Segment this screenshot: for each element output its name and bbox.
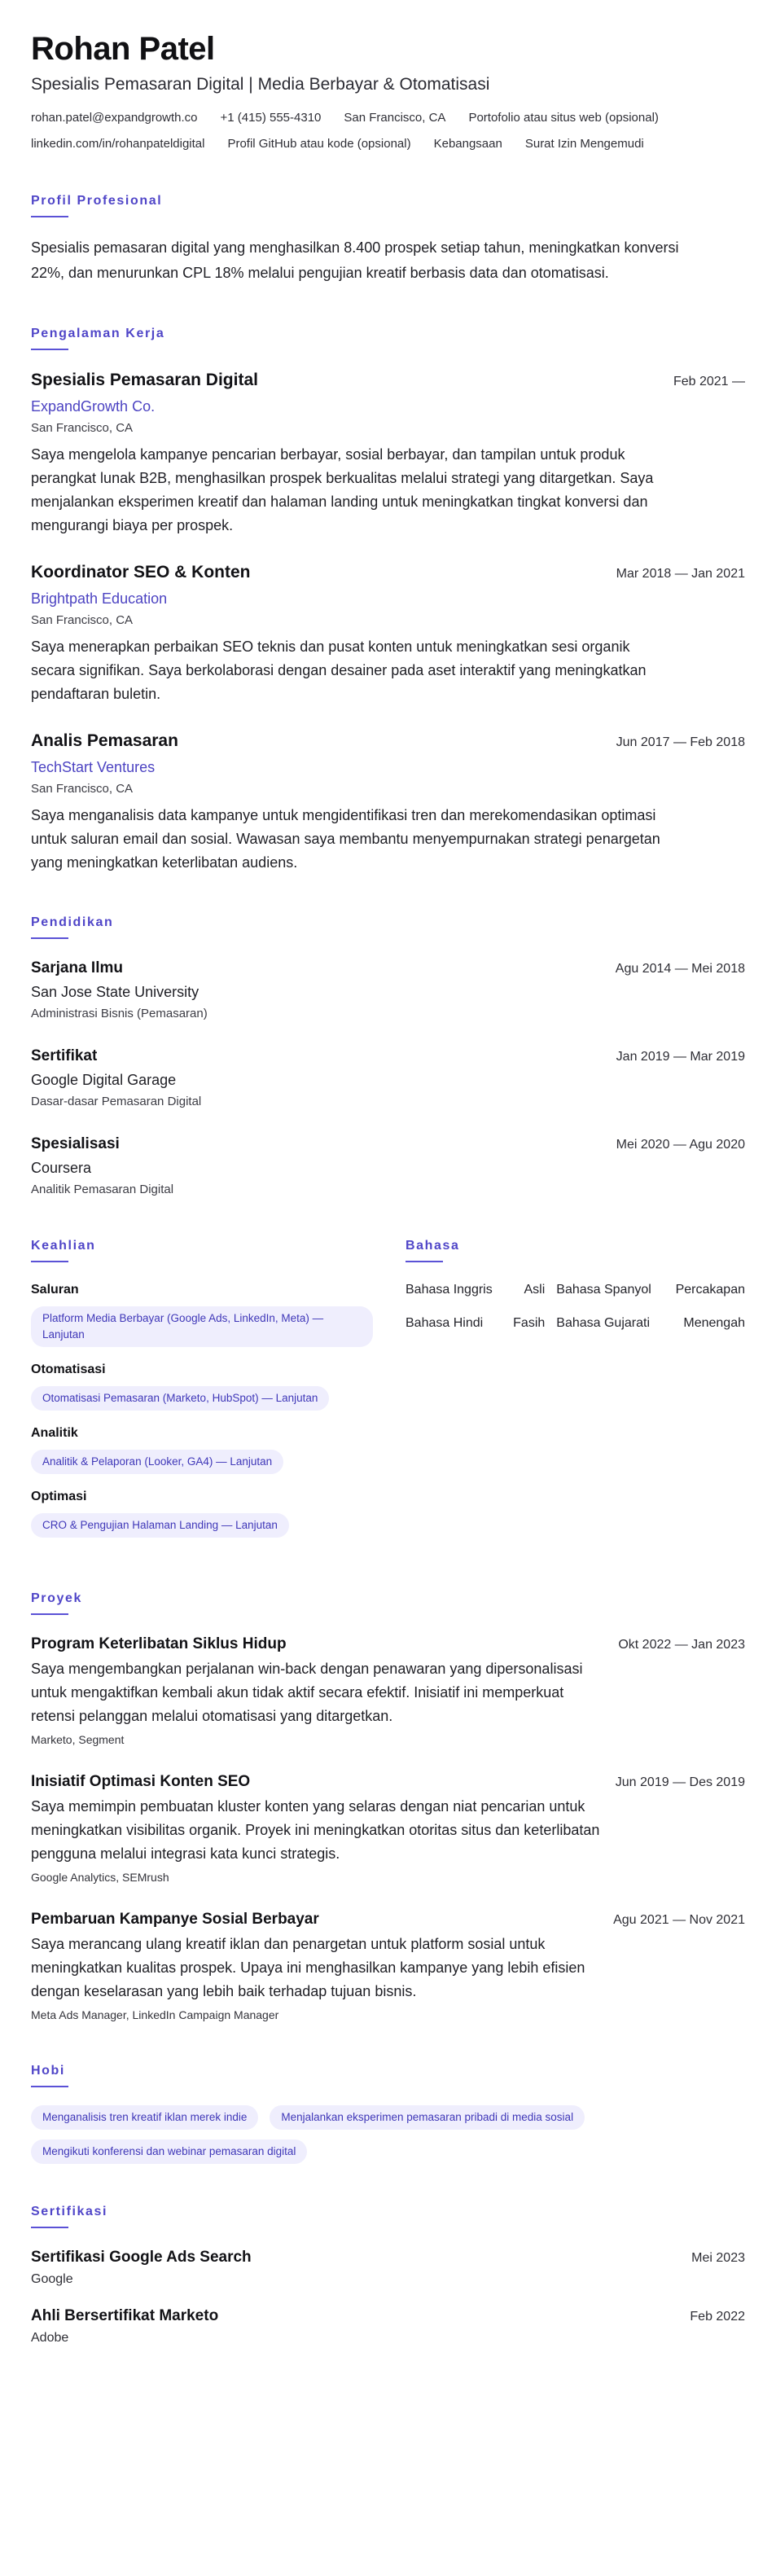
- hobbies-section: [31, 2062, 745, 2164]
- project-description: Saya memimpin pembuatan kluster konten yang selaras dengan niat pencarian untuk meningkatkan visibilitas organik. Proyek ini meningkatkan otoritas situs dan keterlibatan pengguna melalui integrasi kata kunci strategis.: [31, 1798, 600, 1862]
- candidate-headline: Spesialis Pemasaran Digital | Media Berbayar & Otomatisasi: [31, 75, 490, 94]
- project-entry: [31, 1633, 745, 1748]
- job-location: San Francisco, CA: [31, 421, 134, 435]
- contact-location: San Francisco, CA: [344, 111, 446, 125]
- section-title-education: Pendidikan: [31, 915, 114, 929]
- skill-chip: Platform Media Berbayar (Google Ads, LinkedIn, Meta) — Lanjutan: [31, 1306, 373, 1347]
- section-divider: [31, 216, 68, 217]
- project-entry: [31, 1908, 745, 2023]
- language-name: Bahasa Gujarati: [556, 1316, 650, 1330]
- company-name: Brightpath Education: [31, 590, 168, 607]
- experience-entry: [31, 729, 745, 875]
- profile-section: [31, 192, 745, 286]
- section-title-skills: Keahlian: [31, 1239, 96, 1253]
- job-description: Saya menerapkan perbaikan SEO teknis dan pusat konten untuk meningkatkan sesi organik secara signifikan. Saya berkolaborasi dengan desainer pada aset interaktif yang meningkatkan pendaftaran buletin.: [31, 639, 647, 702]
- language-name: Bahasa Spanyol: [556, 1283, 651, 1297]
- contact-linkedin[interactable]: linkedin.com/in/rohanpateldigital: [31, 137, 205, 151]
- job-date: Mar 2018 — Jan 2021: [616, 567, 745, 581]
- project-tools: Meta Ads Manager, LinkedIn Campaign Manager: [31, 2008, 279, 2021]
- job-title: Spesialis Pemasaran Digital: [31, 371, 258, 389]
- section-divider: [31, 2086, 68, 2087]
- section-divider: [31, 1613, 68, 1615]
- projects-section: [31, 1590, 745, 2023]
- skill-category: Otomatisasi: [31, 1363, 106, 1376]
- certifications-section: [31, 2203, 745, 2347]
- candidate-name: Rohan Patel: [31, 31, 215, 67]
- school-name: San Jose State University: [31, 984, 199, 1000]
- contact-nationality: Kebangsaan: [433, 137, 502, 151]
- job-description: Saya mengelola kampanye pencarian berbayar, sosial berbayar, dan tampilan untuk produk perangkat lunak B2B, menghasilkan prospek berkualitas melalui strategi yang ditargetkan. Saya menjalankan eksperimen kreatif dan halaman landing untuk meningkatkan tingkat konversi dan mengurangi biaya per prospek.: [31, 446, 654, 533]
- section-divider: [31, 2227, 68, 2228]
- job-title: Analis Pemasaran: [31, 731, 178, 750]
- language-name: Bahasa Inggris: [406, 1283, 493, 1297]
- section-divider: [31, 937, 68, 939]
- study-field: Dasar-dasar Pemasaran Digital: [31, 1095, 202, 1108]
- certification-issuer: Adobe: [31, 2331, 69, 2345]
- contact-drivers-license: Surat Izin Mengemudi: [524, 137, 644, 151]
- skill-chip: CRO & Pengujian Halaman Landing — Lanjutan: [31, 1513, 289, 1538]
- section-title-projects: Proyek: [31, 1591, 82, 1605]
- project-tools: Marketo, Segment: [31, 1733, 125, 1746]
- project-date: Jun 2019 — Des 2019: [615, 1775, 745, 1789]
- skill-category: Saluran: [31, 1283, 79, 1297]
- job-location: San Francisco, CA: [31, 613, 134, 627]
- contact-portfolio[interactable]: Portofolio atau situs web (opsional): [468, 111, 659, 125]
- degree-title: Spesialisasi: [31, 1135, 120, 1152]
- job-location: San Francisco, CA: [31, 782, 134, 796]
- company-name: ExpandGrowth Co.: [31, 398, 156, 415]
- project-date: Agu 2021 — Nov 2021: [613, 1913, 745, 1927]
- certification-date: Feb 2022: [690, 2310, 745, 2324]
- project-description: Saya merancang ulang kreatif iklan dan penargetan untuk platform sosial untuk meningkatkan kualitas prospek. Upaya ini menghasilkan kampanye yang lebih efisien dengan keselarasan yang lebih baik terhadap tujuan bisnis.: [31, 1936, 585, 1999]
- study-field: Analitik Pemasaran Digital: [31, 1183, 174, 1196]
- skill-chip: Analitik & Pelaporan (Looker, GA4) — Lanjutan: [31, 1450, 283, 1474]
- education-entry: [31, 1133, 745, 1198]
- languages-row: [406, 1314, 745, 1347]
- hobby-chip: Mengikuti konferensi dan webinar pemasaran digital: [31, 2139, 307, 2164]
- project-name: Pembaruan Kampanye Sosial Berbayar: [31, 1911, 319, 1928]
- language-level: Fasih: [513, 1316, 546, 1330]
- language-level: Asli: [524, 1283, 546, 1297]
- certification-entry: [31, 2305, 745, 2347]
- degree-title: Sarjana Ilmu: [31, 959, 123, 976]
- skills-section: [31, 1237, 373, 1551]
- school-name: Coursera: [31, 1160, 92, 1176]
- section-divider: [31, 1261, 68, 1262]
- skill-category: Optimasi: [31, 1490, 87, 1503]
- project-entry: [31, 1771, 745, 1885]
- skill-group: [31, 1424, 373, 1474]
- project-date: Okt 2022 — Jan 2023: [618, 1638, 745, 1652]
- section-title-hobbies: Hobi: [31, 2064, 65, 2078]
- education-date: Agu 2014 — Mei 2018: [615, 962, 745, 976]
- contact-list: [31, 109, 745, 153]
- company-name: TechStart Ventures: [31, 759, 156, 775]
- degree-title: Sertifikat: [31, 1047, 98, 1064]
- skill-group: [31, 1360, 373, 1411]
- skill-group: [31, 1487, 373, 1538]
- education-entry: [31, 1045, 745, 1110]
- certification-name: Sertifikasi Google Ads Search: [31, 2249, 252, 2266]
- skill-chip: Otomatisasi Pemasaran (Marketo, HubSpot) — Lanjutan: [31, 1386, 329, 1411]
- job-description: Saya menganalisis data kampanye untuk mengidentifikasi tren dan merekomendasikan optimasi untuk saluran email dan sosial. Wawasan saya membantu menyempurnakan strategi penargetan yang meningkatkan keterlibatan audiens.: [31, 807, 660, 871]
- certification-entry: [31, 2246, 745, 2289]
- school-name: Google Digital Garage: [31, 1072, 177, 1088]
- experience-section: [31, 325, 745, 875]
- job-date: Jun 2017 — Feb 2018: [616, 735, 745, 749]
- contact-github[interactable]: Profil GitHub atau kode (opsional): [227, 137, 411, 151]
- section-title-experience: Pengalaman Kerja: [31, 327, 165, 340]
- job-title: Koordinator SEO & Konten: [31, 563, 251, 581]
- project-description: Saya mengembangkan perjalanan win-back dengan penawaran yang dipersonalisasi untuk mengaktifkan kembali akun tidak aktif secara efektif. Inisiatif ini memperkuat retensi pelanggan melalui otomatisasi yang ditargetkan.: [31, 1661, 583, 1724]
- job-date: Feb 2021 —: [673, 375, 745, 388]
- languages-table: [406, 1280, 745, 1347]
- hobby-list: [31, 2105, 682, 2164]
- contact-email[interactable]: rohan.patel@expandgrowth.co: [31, 111, 198, 125]
- skill-group: [31, 1280, 373, 1347]
- contact-phone[interactable]: +1 (415) 555-4310: [220, 111, 322, 125]
- hobby-chip: Menganalisis tren kreatif iklan merek indie: [31, 2105, 258, 2130]
- section-title-certifications: Sertifikasi: [31, 2205, 108, 2218]
- experience-entry: [31, 560, 745, 706]
- study-field: Administrasi Bisnis (Pemasaran): [31, 1007, 208, 1020]
- education-date: Mei 2020 — Agu 2020: [616, 1138, 745, 1152]
- education-section: [31, 914, 745, 1198]
- project-name: Inisiatif Optimasi Konten SEO: [31, 1773, 251, 1790]
- language-level: Menengah: [683, 1316, 745, 1330]
- hobby-chip: Menjalankan eksperimen pemasaran pribadi di media sosial: [270, 2105, 585, 2130]
- project-tools: Google Analytics, SEMrush: [31, 1871, 169, 1884]
- project-name: Program Keterlibatan Siklus Hidup: [31, 1635, 287, 1652]
- section-divider: [406, 1261, 443, 1262]
- education-entry: [31, 957, 745, 1022]
- certification-date: Mei 2023: [691, 2251, 745, 2265]
- language-level: Percakapan: [675, 1283, 745, 1297]
- section-title-languages: Bahasa: [406, 1239, 460, 1253]
- certification-issuer: Google: [31, 2272, 73, 2286]
- languages-row: [406, 1280, 745, 1314]
- language-name: Bahasa Hindi: [406, 1316, 484, 1330]
- section-divider: [31, 349, 68, 350]
- languages-section: [406, 1237, 745, 1551]
- skill-category: Analitik: [31, 1426, 78, 1440]
- resume-header: [31, 29, 745, 153]
- experience-entry: [31, 368, 745, 538]
- profile-summary: Spesialis pemasaran digital yang menghasilkan 8.400 prospek setiap tahun, meningkatkan konversi 22%, dan menurunkan CPL 18% melalui pengujian kreatif berbasis data dan otomatisasi.: [31, 239, 679, 281]
- certification-name: Ahli Bersertifikat Marketo: [31, 2307, 219, 2324]
- section-title-profile: Profil Profesional: [31, 194, 163, 208]
- education-date: Jan 2019 — Mar 2019: [616, 1050, 745, 1064]
- skills-languages-row: [31, 1237, 745, 1551]
